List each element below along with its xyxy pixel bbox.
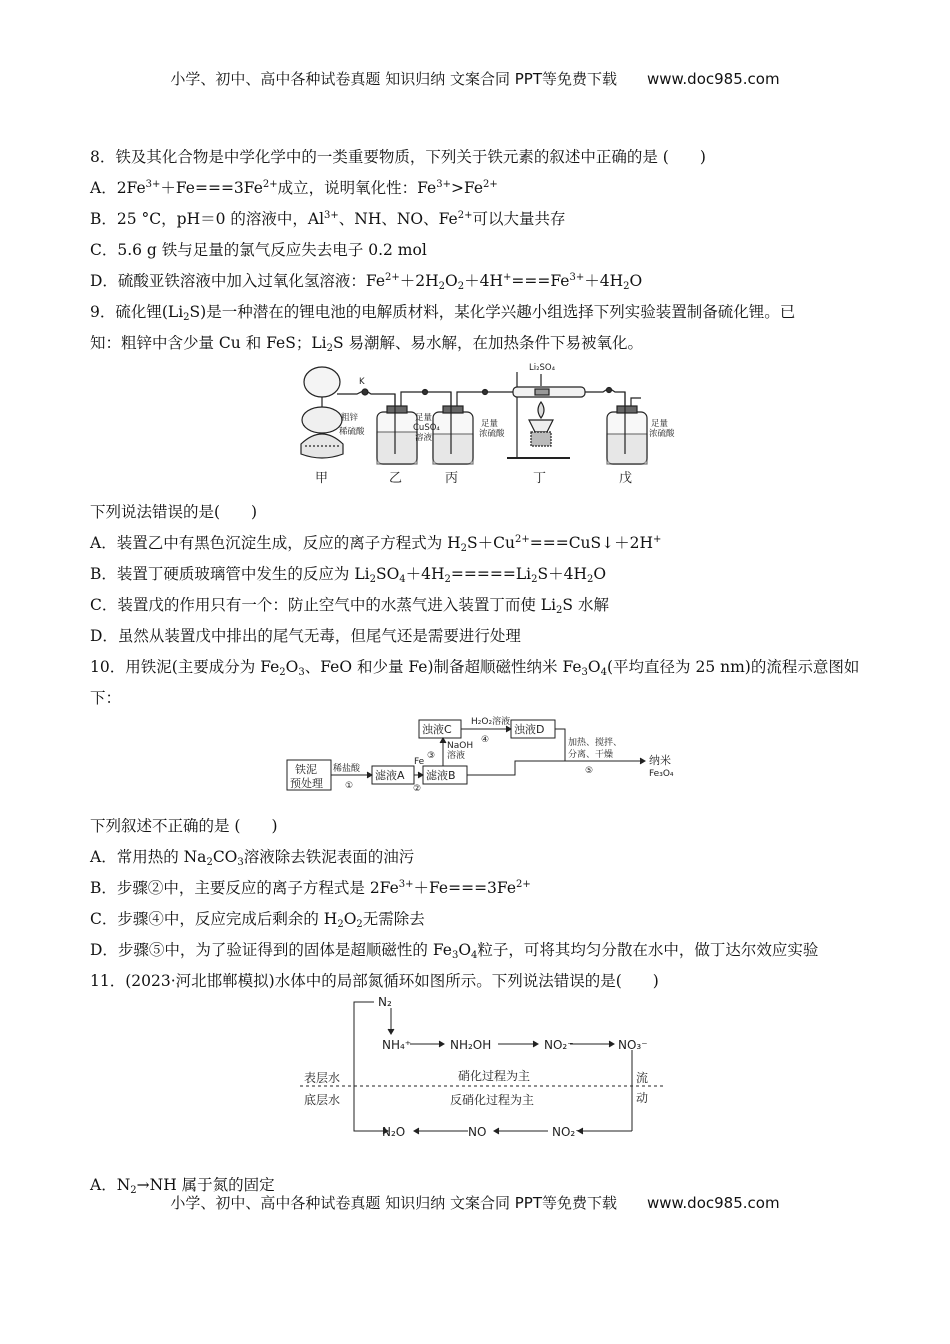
q11-stem: 11．(2023·河北邯郸模拟)水体中的局部氮循环如图所示。下列说法错误的是( )	[90, 972, 659, 990]
cycle-no: NO	[468, 1125, 487, 1139]
flow-step1: ①	[345, 781, 354, 791]
flow-start-1: 铁泥	[295, 763, 317, 776]
q9-option-d: D．虽然从装置戊中排出的尾气无毒，但尾气还是需要进行处理	[90, 627, 521, 645]
name-jia: 甲	[315, 471, 329, 486]
cycle-no2-bottom: NO₂⁻	[552, 1125, 582, 1139]
flow-acid: 稀盐酸	[333, 764, 361, 774]
flow-step3: ③	[427, 751, 436, 761]
bottle-bing-stopper	[443, 406, 463, 413]
q8-option-b: B．25 °C，pH＝0 的溶液中，$Al^{3+}$、NH、NO、$Fe^{2+}$可以大量共存	[90, 210, 566, 228]
label-h2so4-2: 浓硫酸	[479, 429, 505, 439]
q10-stem-line1: 10．用铁泥(主要成分为 $Fe_2O_3$、FeO 和少量 Fe)制备超顺磁性纳米 $Fe_3O_4$(平均直径为 25 nm)的流程示意图如	[90, 658, 860, 678]
header-text: 小学、初中、高中各种试卷真题 知识归纳 文案合同 PPT等免费下载	[170, 70, 617, 88]
label-li2so4: Li₂SO₄	[529, 363, 555, 373]
name-bing: 丙	[445, 471, 459, 486]
label-acid: 稀硫酸	[339, 427, 365, 437]
label-zinc: 粗锌	[341, 413, 359, 423]
flow-naoh-2: 溶液	[447, 751, 466, 761]
flow-fe: Fe	[414, 757, 425, 767]
label-cuso4-2: CuSO₄	[413, 423, 440, 433]
page-header	[0, 68, 950, 89]
flow-h2o2: H₂O₂溶液	[471, 717, 511, 727]
q9-option-a: A．装置乙中有黑色沉淀生成，反应的离子方程式为 $H_2S+Cu^{2+}===CuS↓+2H^+$	[90, 534, 662, 554]
flow-step4: ④	[481, 735, 490, 745]
q8-option-d: D．硫酸亚铁溶液中加入过氧化氢溶液：$Fe^{2+}+2H_2O_2+4H^+===Fe^{3+}+4H_2O$	[90, 272, 643, 292]
label-cuso4-1: 足量	[415, 413, 433, 423]
name-ding: 丁	[533, 471, 547, 486]
flow-step2: ②	[413, 784, 422, 794]
name-wu: 戊	[619, 471, 633, 486]
kipp-middle-bulb	[302, 407, 342, 433]
kipp-top-bulb	[304, 367, 340, 397]
q10-stem-line2: 下：	[90, 689, 122, 707]
flow-product-1: 纳米	[649, 754, 671, 767]
flow-turbid-d: 浊液D	[514, 723, 545, 736]
name-yi: 乙	[389, 471, 403, 486]
label-cuso4-3: 溶液	[415, 433, 433, 443]
cycle-flow-2: 动	[636, 1091, 649, 1105]
cycle-nitrification: 硝化过程为主	[458, 1069, 531, 1083]
flow-ops-1: 加热、搅拌、	[568, 738, 623, 748]
label-h2so4-1: 足量	[481, 419, 499, 429]
cycle-n2: N₂	[378, 995, 392, 1009]
q10-prompt: 下列叙述不正确的是 ( )	[90, 817, 278, 835]
lamp-block	[531, 432, 551, 446]
label-k: K	[359, 377, 365, 387]
q10-option-d: D．步骤⑤中，为了验证得到的固体是超顺磁性的 $Fe_3O_4$粒子，可将其均匀分散在水中，做丁达尔效应实验	[90, 941, 819, 961]
label-h2so4b-2: 浓硫酸	[649, 429, 675, 439]
cycle-bottom: 底层水	[304, 1093, 341, 1107]
q9-prompt: 下列说法错误的是( )	[90, 503, 258, 521]
flow-filtrate-a: 滤液A	[375, 769, 405, 782]
flow-turbid-c: 浊液C	[422, 723, 452, 736]
flow-ops-2: 分离、干燥	[568, 750, 614, 760]
footer-text: 小学、初中、高中各种试卷真题 知识归纳 文案合同 PPT等免费下载	[170, 1194, 617, 1212]
page-footer	[0, 1192, 950, 1213]
q8-option-a: A．$2Fe^{3+}+Fe===3Fe^{2+}$成立，说明氧化性：$Fe^{3+}>Fe^{2+}$	[90, 179, 498, 197]
cycle-nh4: NH₄⁺	[382, 1038, 412, 1052]
cycle-no3: NO₃⁻	[618, 1038, 648, 1052]
cycle-n2o: N₂O	[382, 1125, 406, 1139]
q8-option-c: C．5.6 g 铁与足量的氯气反应失去电子 0.2 mol	[90, 241, 427, 259]
q10-option-a: A．常用热的 $Na_2CO_3$溶液除去铁泥表面的油污	[90, 848, 415, 868]
alcohol-lamp	[529, 420, 553, 432]
flow-start-2: 预处理	[290, 777, 323, 790]
flow-filtrate-b: 滤液B	[426, 769, 456, 782]
header-url: www.doc985.com	[646, 70, 780, 88]
q9-stem-line1: 9．硫化锂$(Li_2S)$是一种潜在的锂电池的电解质材料，某化学兴趣小组选择下列实验装置制备硫化锂。已	[90, 303, 796, 323]
q8-stem: 8．铁及其化合物是中学化学中的一类重要物质，下列关于铁元素的叙述中正确的是 ( )	[90, 148, 706, 166]
arrow-5	[467, 761, 645, 775]
flow-step5: ⑤	[585, 766, 594, 776]
q9-option-c: C．装置戊的作用只有一个：防止空气中的水蒸气进入装置丁而使 $Li_2S$ 水解	[90, 596, 609, 616]
q10-option-c: C．步骤④中，反应完成后剩余的 $H_2O_2$无需除去	[90, 910, 425, 930]
q9-stem-line2: 知：粗锌中含少量 Cu 和 FeS；$Li_2S$ 易潮解、易水解，在加热条件下易被氧化。	[90, 334, 643, 354]
q11-option-a: A．$N_2\to NH$ 属于氮的固定	[90, 1176, 275, 1196]
q11-nitrogen-cycle	[298, 994, 668, 1144]
cycle-nh2oh: NH₂OH	[450, 1038, 492, 1052]
cycle-no2-top: NO₂⁻	[544, 1038, 574, 1052]
cycle-denitrification: 反硝化过程为主	[450, 1093, 535, 1107]
cycle-left-path	[354, 1002, 388, 1131]
label-h2so4b-1: 足量	[651, 419, 669, 429]
flame	[538, 402, 544, 418]
q9-apparatus-figure	[285, 362, 680, 492]
q10-flowchart	[285, 712, 705, 794]
footer-url: www.doc985.com	[646, 1194, 780, 1212]
q9-option-b: B．装置丁硬质玻璃管中发生的反应为 $Li_2SO_4+4H_2=====Li_2S+4H_2O$	[90, 565, 607, 585]
bottle-wu-stopper	[617, 406, 637, 413]
flow-product-2: Fe₃O₄	[649, 769, 674, 779]
flow-naoh-1: NaOH	[447, 741, 474, 751]
li2so4-sample	[535, 389, 549, 395]
cycle-surface: 表层水	[304, 1071, 341, 1085]
q10-option-b: B．步骤②中，主要反应的离子方程式是 $2Fe^{3+}+Fe===3Fe^{2+}$	[90, 879, 531, 897]
bottle-yi-stopper	[387, 406, 407, 413]
cycle-flow-1: 流	[636, 1071, 649, 1085]
